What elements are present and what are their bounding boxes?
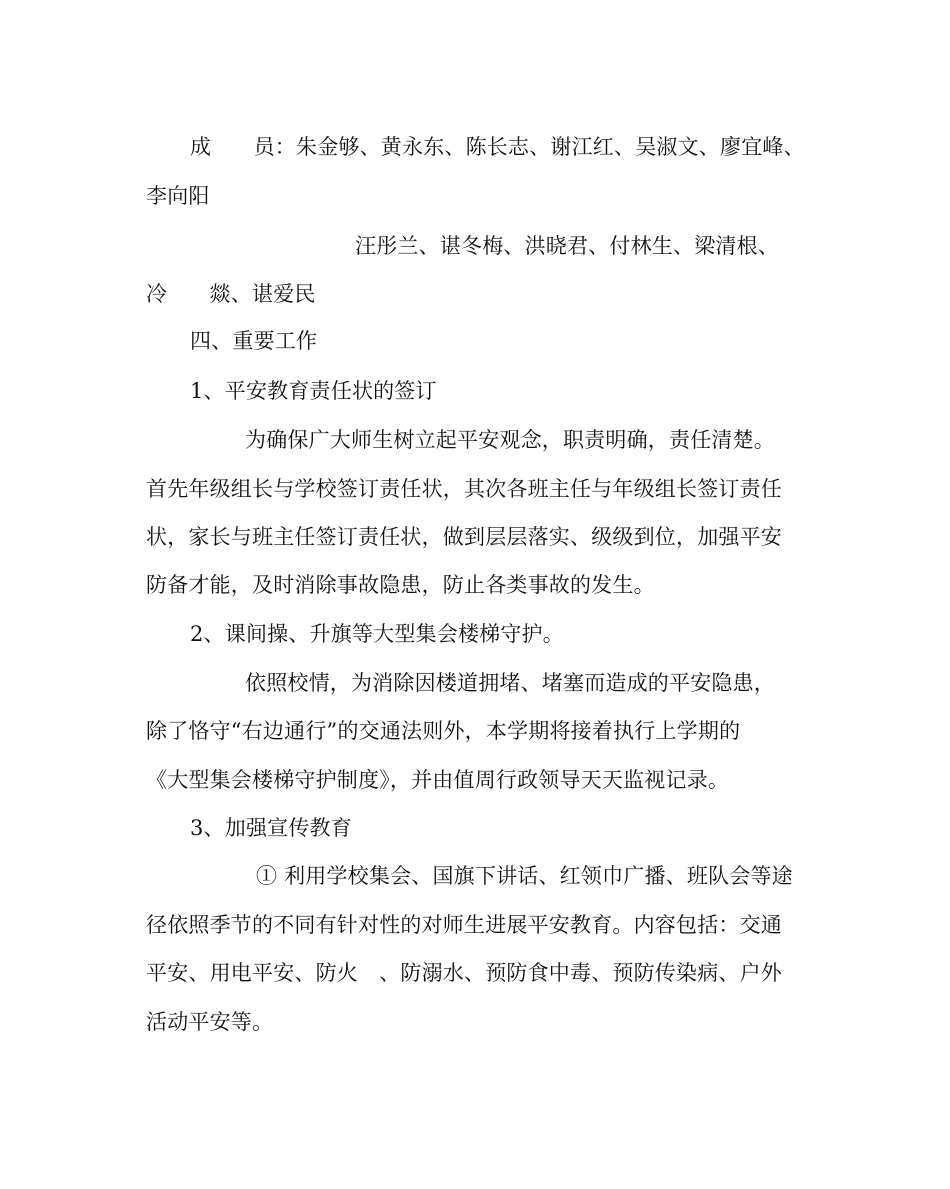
item-3-heading: 3、加强宣传教育: [190, 816, 352, 840]
item-2-paragraph-line-2: 除了恪守“右边通行”的交通法则外，本学期将接着执行上学期的: [146, 719, 741, 743]
item-3-paragraph-line-4: 活动平安等。: [146, 1010, 274, 1034]
members-line: 成 员：朱金够、黄永东、陈长志、谢江红、吴淑文、廖宜峰、: [190, 135, 805, 159]
item-1-paragraph-line-4: 防备才能，及时消除事故隐患，防止各类事故的发生。: [146, 573, 655, 597]
members-line-second: 汪彤兰、谌冬梅、洪晓君、付林生、梁清根、: [355, 234, 779, 258]
item-2-paragraph-line-1: 依照校情，为消除因楼道拥堵、堵塞而造成的平安隐患，: [245, 671, 775, 695]
item-3-paragraph-line-3: 平安、用电平安、防火 、防溺水、预防食中毒、预防传染病、户外: [146, 961, 782, 985]
item-2-heading: 2、课间操、升旗等大型集会楼梯守护。: [190, 622, 564, 646]
item-1-paragraph-line-1: 为确保广大师生树立起平安观念，职责明确，责任清楚。: [245, 428, 775, 452]
item-1-paragraph-line-3: 状，家长与班主任签订责任状，做到层层落实、级级到位，加强平安: [146, 525, 782, 549]
item-2-paragraph-line-3: 《大型集会楼梯守护制度》，并由值周行政领导天天监视记录。: [146, 768, 730, 792]
item-1-heading: 1、平安教育责任状的签订: [190, 379, 437, 403]
members-line-continued: 李向阳: [146, 184, 210, 208]
item-1-paragraph-line-2: 首先年级组长与学校签订责任状，其次各班主任与年级组长签订责任: [146, 477, 782, 501]
members-line-second-continued: 冷 燚、谌爱民: [146, 282, 316, 306]
section-heading: 四、重要工作: [190, 329, 318, 353]
item-3-paragraph-line-1: ① 利用学校集会、国旗下讲话、红领巾广播、班队会等途: [256, 864, 793, 888]
item-3-paragraph-line-2: 径依照季节的不同有针对性的对师生进展平安教育。内容包括：交通: [146, 913, 782, 937]
